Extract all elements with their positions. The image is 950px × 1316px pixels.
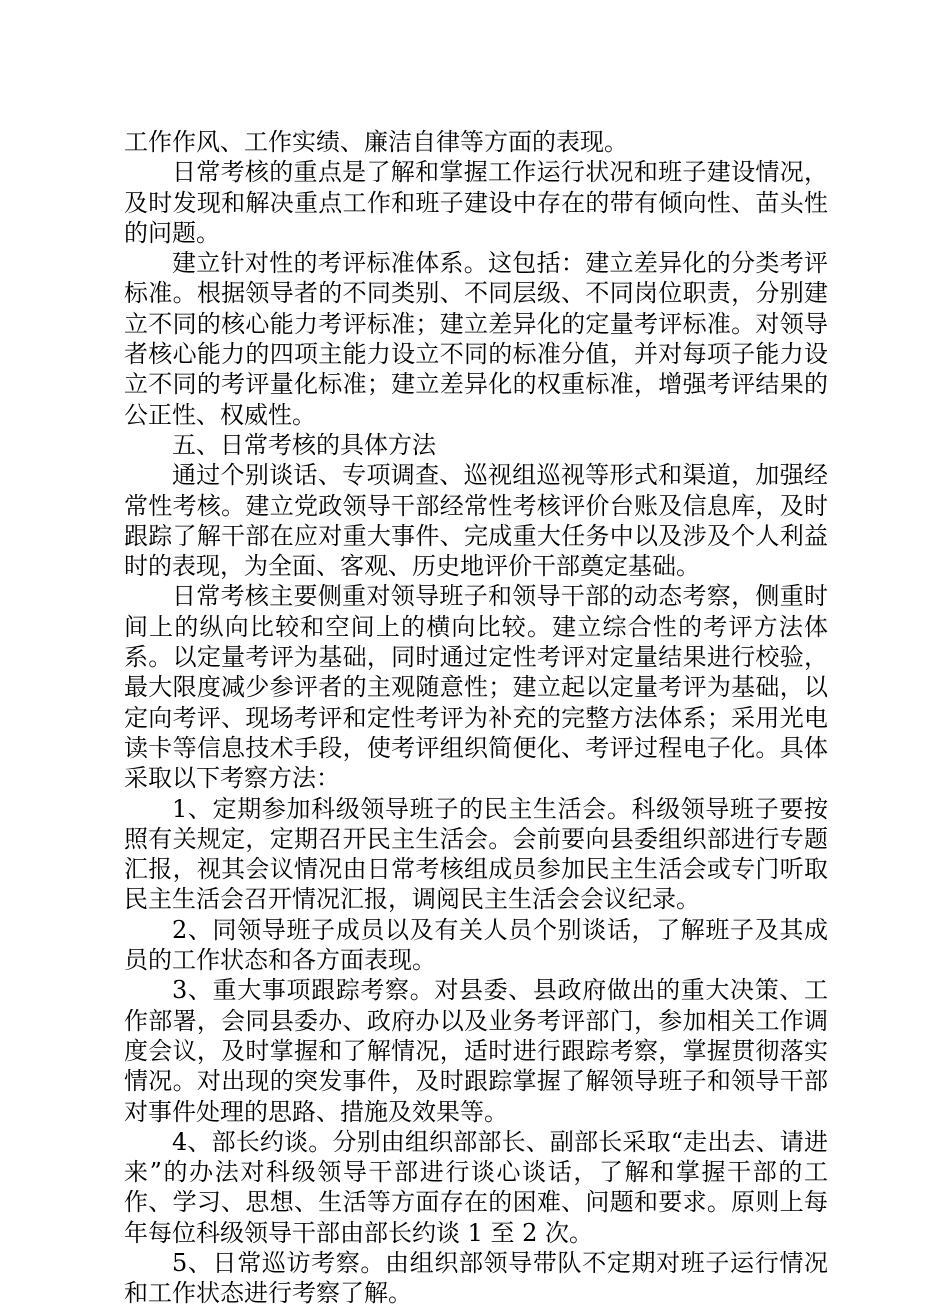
list-item: 4、部长约谈。分别由组织部部长、副部长采取“走出去、请进来”的办法对科级领导干部进行谈心谈话，了解和掌握干部的工作、学习、思想、生活等方面存在的困难、问题和要求。原则上每年每位科级领导干部由部长约谈 1 至 2 次。 [124,1127,828,1247]
paragraph: 工作作风、工作实绩、廉洁自律等方面的表现。 [124,128,628,156]
document-body [124,127,828,1309]
list-item: 1、定期参加科级领导班子的民主生活会。科级领导班子要按照有关规定，定期召开民主生活会。会前要向县委组织部进行专题汇报，视其会议情况由日常考核组成员参加民主生活会或专门听取民主生活会召开情况汇报，调阅民主生活会会议纪录。 [124,794,828,914]
section-heading: 五、日常考核的具体方法 [172,430,436,459]
list-item: 5、日常巡访考察。由组织部领导带队不定期对班子运行情况和工作状态进行考察了解。 [124,1248,828,1308]
paragraph: 日常考核的重点是了解和掌握工作运行状况和班子建设情况，及时发现和解决重点工作和班子建设中存在的带有倾向性、苗头性的问题。 [124,158,828,247]
paragraph: 建立针对性的考评标准体系。这包括：建立差异化的分类考评标准。根据领导者的不同类别、不同层级、不同岗位职责，分别建立不同的核心能力考评标准；建立差异化的定量考评标准。对领导者核心能力的四项主能力设立不同的标准分值，并对每项子能力设立不同的考评量化标准；建立差异化的权重标准，增强考评结果的公正性、权威性。 [124,249,828,429]
list-item: 3、重大事项跟踪考察。对县委、县政府做出的重大决策、工作部署，会同县委办、政府办以及业务考评部门，参加相关工作调度会议，及时掌握和了解情况，适时进行跟踪考察，掌握贯彻落实情况。对出现的突发事件，及时跟踪掌握了解领导班子和领导干部对事件处理的思路、措施及效果等。 [124,976,828,1126]
paragraph: 通过个别谈话、专项调查、巡视组巡视等形式和渠道，加强经常性考核。建立党政领导干部经常性考核评价台账及信息库，及时跟踪了解干部在应对重大事件、完成重大任务中以及涉及个人利益时的表现，为全面、客观、历史地评价干部奠定基础。 [124,461,828,581]
paragraph: 日常考核主要侧重对领导班子和领导干部的动态考察，侧重时间上的纵向比较和空间上的横向比较。建立综合性的考评方法体系。以定量考评为基础，同时通过定性考评对定量结果进行校验，最大限度减少参评者的主观随意性；建立起以定量考评为基础，以定向考评、现场考评和定性考评为补充的完整方法体系；采用光电读卡等信息技术手段，使考评组织简便化、考评过程电子化。具体采取以下考察方法： [124,582,828,793]
list-item: 2、同领导班子成员以及有关人员个别谈话，了解班子及其成员的工作状态和各方面表现。 [124,915,828,975]
